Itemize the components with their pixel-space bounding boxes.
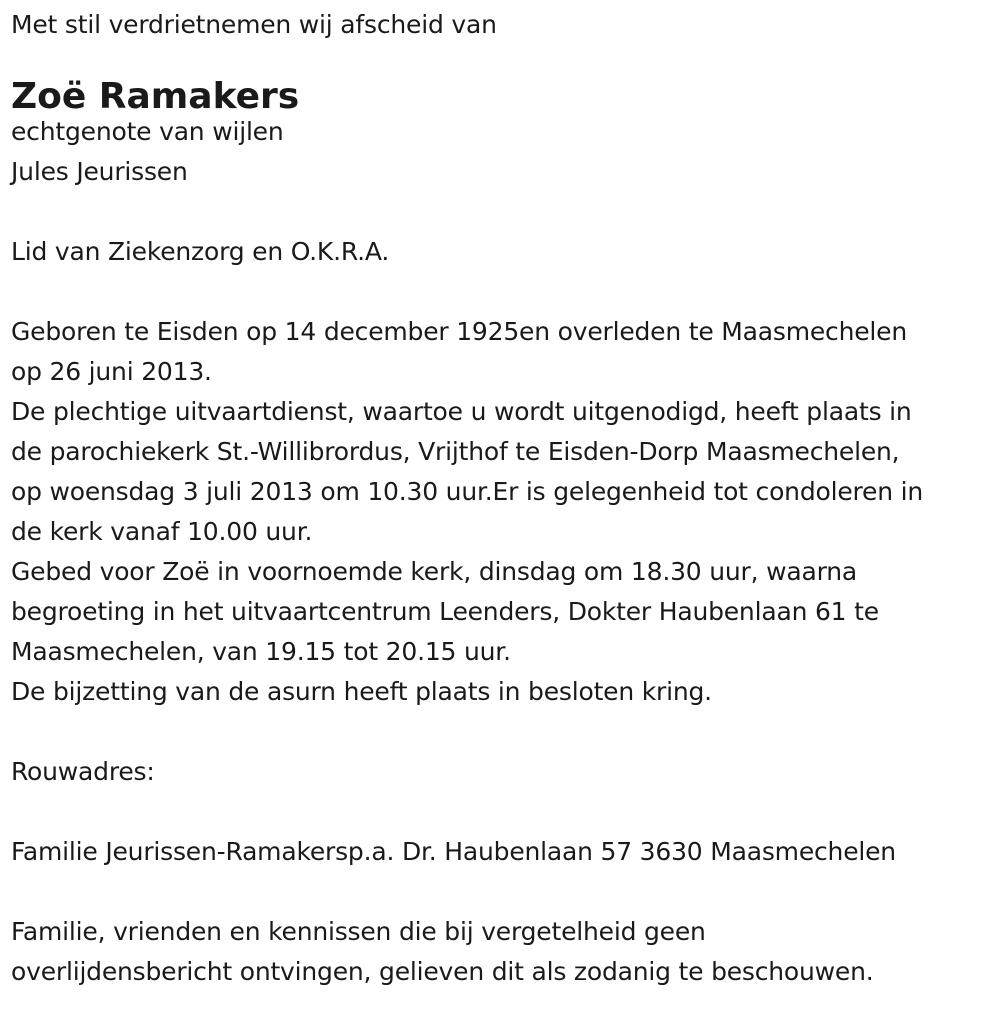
spacer	[11, 872, 996, 912]
spouse-name: Jules Jeurissen	[11, 157, 188, 186]
spacer	[11, 792, 996, 832]
body-line: begroeting in het uitvaartcentrum Leenders, Dokter Haubenlaan 61 te	[11, 597, 879, 626]
body-line: op woensdag 3 juli 2013 om 10.30 uur.Er is gelegenheid tot condoleren in	[11, 477, 924, 506]
spouse-line: echtgenote van wijlen	[11, 117, 284, 146]
body-line: De plechtige uitvaartdienst, waartoe u wordt uitgenodigd, heeft plaats in	[11, 397, 912, 426]
body-line: op 26 juni 2013.	[11, 357, 212, 386]
body-line: De bijzetting van de asurn heeft plaats in besloten kring.	[11, 677, 712, 706]
body-line: de kerk vanaf 10.00 uur.	[11, 517, 313, 546]
membership-text: Lid van Ziekenzorg en O.K.R.A.	[11, 237, 390, 266]
spacer	[11, 272, 996, 312]
body-line: de parochiekerk St.-Willibrordus, Vrijthof te Eisden-Dorp Maasmechelen,	[11, 437, 900, 466]
spacer	[11, 712, 996, 752]
body-line: Gebed voor Zoë in voornoemde kerk, dinsdag om 18.30 uur, waarna	[11, 557, 857, 586]
spacer	[11, 192, 996, 232]
deceased-name: Zoë Ramakers	[11, 76, 300, 117]
body-line: Geboren te Eisden op 14 december 1925en overleden te Maasmechelen	[11, 317, 907, 346]
address-text: Familie Jeurissen-Ramakersp.a. Dr. Haubenlaan 57 3630 Maasmechelen	[11, 837, 896, 866]
closing-line: overlijdensbericht ontvingen, gelieven dit als zodanig te beschouwen.	[11, 957, 874, 986]
address-label: Rouwadres:	[11, 757, 155, 786]
obituary-notice	[11, 5, 996, 992]
intro-text: Met stil verdrietnemen wij afscheid van	[11, 10, 497, 39]
body-line: Maasmechelen, van 19.15 tot 20.15 uur.	[11, 637, 511, 666]
closing-line: Familie, vrienden en kennissen die bij vergetelheid geen	[11, 917, 706, 946]
